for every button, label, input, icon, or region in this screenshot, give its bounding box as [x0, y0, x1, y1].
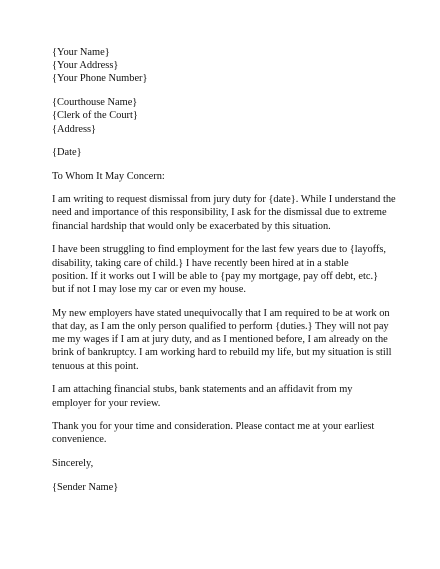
sender-block — [52, 46, 392, 86]
spacer — [52, 233, 392, 244]
recipient-clerk: {Clerk of the Court} — [52, 110, 138, 122]
recipient-courthouse: {Courthouse Name} — [52, 97, 138, 109]
spacer — [52, 183, 392, 193]
paragraph-line: I am attaching financial stubs, bank statements and an affidavit from my — [52, 384, 353, 396]
paragraph-employer — [52, 307, 392, 373]
spacer — [52, 136, 392, 147]
paragraph-thanks — [52, 420, 392, 446]
paragraph-line: need and importance of this responsibility, I ask for the dismissal due to extreme — [52, 207, 387, 219]
sender-name: {Your Name} — [52, 47, 110, 58]
paragraph-line: I have been struggling to find employment for the last few years due to {layoffs, — [52, 244, 387, 256]
paragraph-line: financial hardship that would only be exacerbated by this situation. — [52, 220, 331, 232]
sender-phone: {Your Phone Number} — [52, 73, 148, 85]
paragraph-request — [52, 193, 396, 233]
spacer — [52, 160, 392, 171]
spacer — [52, 410, 392, 421]
paragraph-line: brink of bankruptcy. I am working hard to rebuild my life, but my situation is still — [52, 347, 392, 359]
paragraph-line: disability, taking care of child.} I have recently been hired at in a stable — [52, 257, 349, 269]
paragraph-line: that day, as I am the only person qualified to perform {duties.} They will not pay — [52, 320, 389, 332]
closing: Sincerely, — [52, 458, 94, 470]
paragraph-line: position. If it works out I will be able to {pay my mortgage, pay off debt, etc.} — [52, 270, 379, 282]
paragraph-line: but if not I may lose my car or even my house. — [52, 284, 246, 295]
spacer — [52, 296, 392, 307]
recipient-address: {Address} — [52, 123, 97, 135]
signature: {Sender Name} — [52, 482, 119, 494]
letter-document — [52, 46, 396, 494]
sender-address: {Your Address} — [52, 60, 119, 72]
paragraph-line: convenience. — [52, 434, 107, 446]
recipient-block — [52, 96, 392, 136]
paragraph-attachments — [52, 383, 392, 409]
salutation: To Whom It May Concern: — [52, 171, 165, 183]
paragraph-line: tenuous at this point. — [52, 360, 139, 372]
paragraph-employment — [52, 243, 392, 296]
letter-date: {Date} — [52, 147, 82, 159]
paragraph-line: My new employers have stated unequivocally that I am required to be at work on — [52, 307, 390, 319]
paragraph-line: Thank you for your time and consideration. Please contact me at your earliest — [52, 421, 375, 433]
paragraph-line: I am writing to request dismissal from jury duty for {date}. While I understand the — [52, 194, 396, 206]
paragraph-line: me my wages if I am at jury duty, and as I mentioned before, I am already on the — [52, 334, 388, 346]
spacer — [52, 470, 392, 481]
spacer — [52, 447, 392, 458]
spacer — [52, 373, 392, 384]
paragraph-line: employer for your review. — [52, 397, 161, 409]
spacer — [52, 86, 392, 97]
